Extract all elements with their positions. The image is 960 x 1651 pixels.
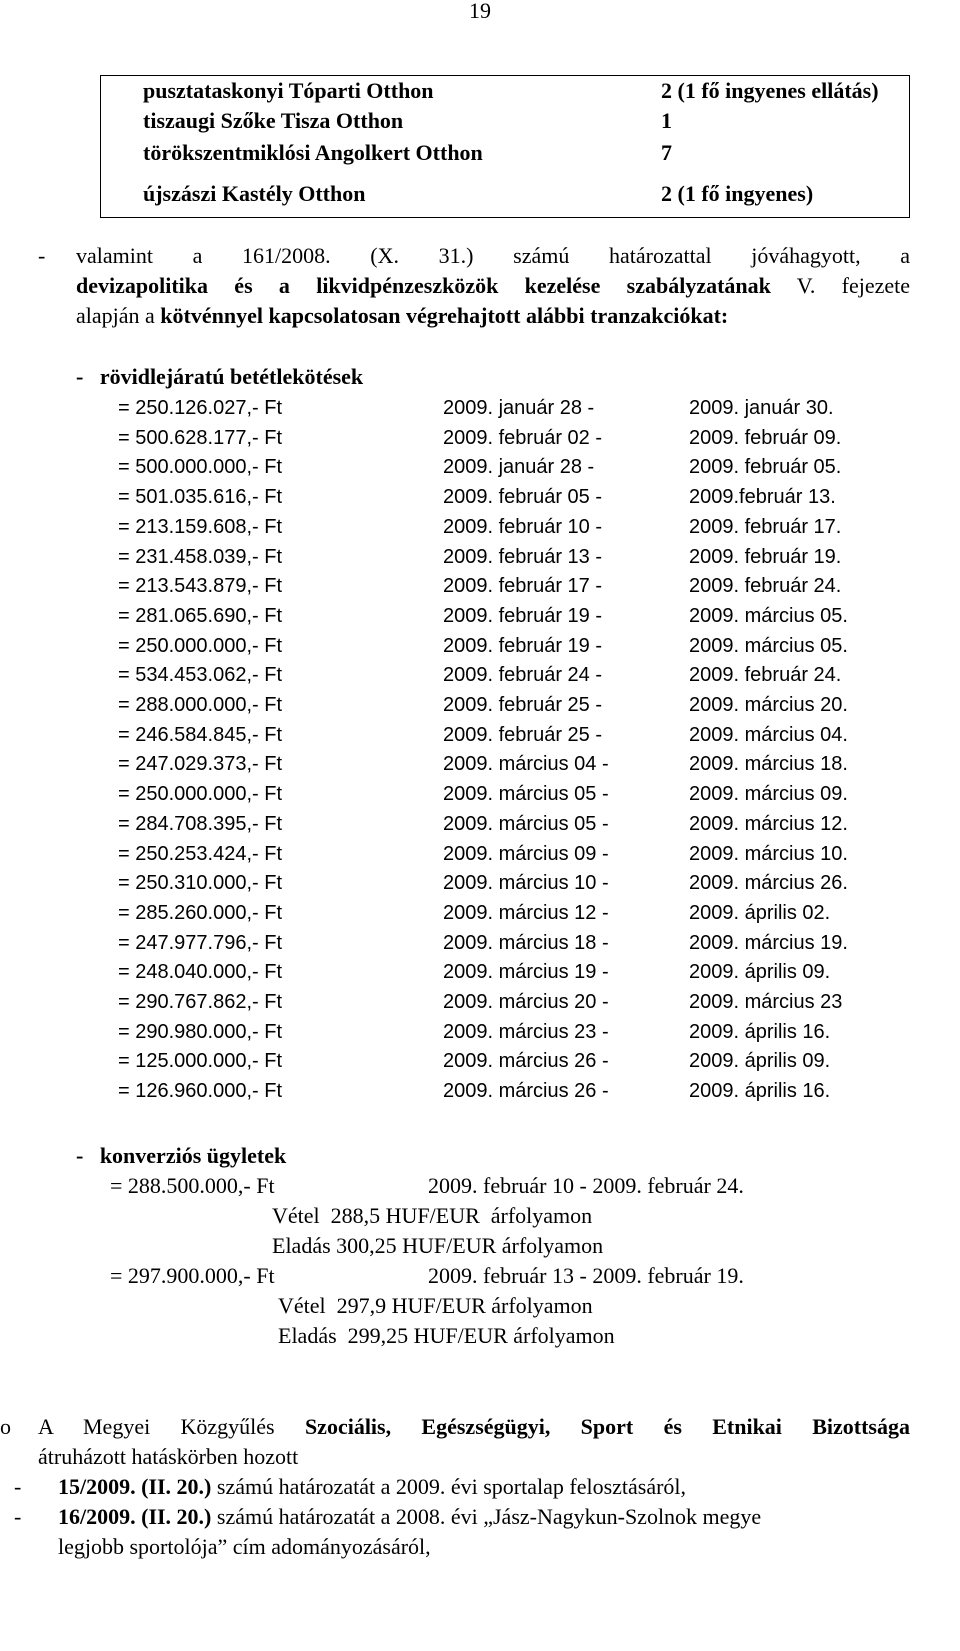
home-name: pusztataskonyi Tóparti Otthon [143,78,434,103]
conversion-amount: = 297.900.000,- Ft [110,1263,275,1288]
deposit-amount: = 281.065.690,- Ft [118,604,283,627]
conversion-buy-rate: Vétel 297,9 HUF/EUR árfolyamon [278,1293,593,1318]
home-count: 2 (1 fő ingyenes ellátás) [661,78,879,103]
deposit-start-date: 2009. március 19 - [443,961,609,984]
deposit-end-date: 2009. március 09. [689,783,848,806]
conversion-sell-rate: Eladás 300,25 HUF/EUR árfolyamon [272,1233,604,1258]
deposit-end-date: 2009. március 20. [689,694,848,716]
decision-text: számú határozatát a 2008. évi „Jász-Nagykun-Szolnok megye [211,1504,762,1529]
deposit-start-date: 2009. március 05 - [443,783,609,806]
deposit-row [0,928,960,958]
deposit-end-date: 2009. március 23 [689,991,843,1013]
committee-line-2: átruházott hatáskörben hozott [38,1444,299,1469]
deposit-row [0,631,960,661]
deposit-row [0,690,960,720]
deposit-amount: = 250.310.000,- Ft [118,872,283,895]
home-count: 7 [661,140,672,165]
deposit-row [0,542,960,572]
deposit-start-date: 2009. február 05 - [443,486,602,509]
deposit-row [0,482,960,512]
deposit-amount: = 290.980.000,- Ft [118,1020,283,1043]
deposit-row [0,512,960,542]
deposit-end-date: 2009. február 24. [689,575,842,598]
page-number: 19 [469,0,491,23]
decision-text: számú határozatát a 2009. évi sportalap felosztásáról, [211,1474,687,1499]
deposit-start-date: 2009. február 17 - [443,575,602,598]
deposit-row [0,779,960,809]
deposit-start-date: 2009. február 25 - [443,723,602,746]
deposit-start-date: 2009. március 18 - [443,931,609,954]
deposit-end-date: 2009. március 04. [689,723,848,746]
deposits-heading: - rövidlejáratú betétlekötések [76,364,364,389]
decision-number: 15/2009. (II. 20.) [58,1474,212,1499]
deposit-start-date: 2009. február 10 - [443,515,602,538]
committee-intro: A Megyei Közgyűlés [38,1414,305,1439]
deposit-amount: = 126.960.000,- Ft [118,1080,283,1103]
deposit-start-date: 2009. január 28 - [443,456,595,479]
deposit-row [0,987,960,1017]
homes-table [100,75,910,218]
home-name: törökszentmiklósi Angolkert Otthon [143,140,483,165]
deposit-start-date: 2009. január 28 - [443,397,595,419]
table-row [101,138,909,168]
deposit-amount: = 250.000.000,- Ft [118,783,283,806]
conversion-amount: = 288.500.000,- Ft [110,1173,275,1198]
deposit-row [0,868,960,898]
deposit-start-date: 2009. február 02 - [443,426,602,449]
deposit-row [0,1046,960,1076]
deposit-row [0,660,960,690]
deposit-start-date: 2009. március 10 - [443,872,609,895]
deposit-end-date: 2009. február 09. [689,426,842,449]
deposit-amount: = 500.628.177,- Ft [118,426,283,449]
deposit-start-date: 2009. március 26 - [443,1080,609,1103]
conversion-period: 2009. február 10 - 2009. február 24. [428,1173,744,1198]
deposit-amount: = 231.458.039,- Ft [118,545,283,568]
conversion-period: 2009. február 13 - 2009. február 19. [428,1263,744,1288]
decision-dash: - [14,1474,22,1499]
deposit-end-date: 2009. április 16. [689,1020,831,1043]
deposit-amount: = 250.253.424,- Ft [118,842,283,865]
intro-text: alapján a [76,303,161,328]
deposit-start-date: 2009. március 20 - [443,991,609,1013]
table-row [101,76,909,106]
intro-line-3 [76,301,728,331]
intro-dash: - [38,243,46,268]
deposit-amount: = 534.453.062,- Ft [118,664,283,687]
committee-bullet: o [0,1414,11,1439]
committee-line-1 [38,1412,910,1442]
deposit-amount: = 125.000.000,- Ft [118,1050,283,1073]
deposit-amount: = 246.584.845,- Ft [118,723,283,746]
deposit-start-date: 2009. február 25 - [443,694,602,716]
deposit-row [0,393,960,423]
deposit-amount: = 284.708.395,- Ft [118,812,283,835]
regulation-chapter: V. fejezete [770,273,910,298]
deposit-row [0,898,960,928]
deposit-end-date: 2009. április 09. [689,1050,831,1073]
deposit-row [0,571,960,601]
deposit-row [0,720,960,750]
deposit-amount: = 290.767.862,- Ft [118,991,283,1013]
deposit-end-date: 2009. március 26. [689,872,848,895]
deposit-start-date: 2009. március 05 - [443,812,609,835]
decision-number: 16/2009. (II. 20.) [58,1504,212,1529]
deposit-start-date: 2009. március 26 - [443,1050,609,1073]
intro-line-1: valamint a 161/2008. (X. 31.) számú határozattal jóváhagyott, a [76,243,910,268]
deposit-row [0,957,960,987]
deposit-row [0,749,960,779]
intro-line-2 [76,271,910,301]
deposit-end-date: 2009. április 02. [689,901,831,924]
deposit-amount: = 500.000.000,- Ft [118,456,283,479]
deposit-amount: = 285.260.000,- Ft [118,901,283,924]
deposit-end-date: 2009. február 19. [689,545,842,568]
deposit-row [0,1076,960,1106]
deposit-amount: = 247.029.373,- Ft [118,753,283,776]
conversion-sell-rate: Eladás 299,25 HUF/EUR árfolyamon [278,1323,615,1348]
deposit-end-date: 2009. április 09. [689,961,831,984]
deposit-start-date: 2009. február 19 - [443,634,602,657]
deposit-start-date: 2009. március 12 - [443,901,609,924]
deposit-end-date: 2009. február 17. [689,515,842,538]
deposit-start-date: 2009. február 19 - [443,604,602,627]
home-name: tiszaugi Szőke Tisza Otthon [143,108,404,133]
deposit-end-date: 2009. március 05. [689,604,848,627]
deposit-amount: = 501.035.616,- Ft [118,486,283,509]
deposit-end-date: 2009.február 13. [689,486,836,509]
deposit-amount: = 247.977.796,- Ft [118,931,283,954]
deposit-end-date: 2009. március 18. [689,753,848,776]
decision-item [58,1502,761,1532]
deposit-start-date: 2009. március 04 - [443,753,609,776]
committee-name: Szociális, Egészségügyi, Sport és Etnikai Bizottsága [304,1414,910,1439]
deposit-amount: = 250.000.000,- Ft [118,634,283,657]
deposit-start-date: 2009. március 23 - [443,1020,609,1043]
table-row [101,106,909,136]
deposit-row [0,1017,960,1047]
deposit-row [0,452,960,482]
deposit-end-date: 2009. február 24. [689,664,842,687]
home-name: újszászi Kastély Otthon [143,181,366,206]
conversion-buy-rate: Vétel 288,5 HUF/EUR árfolyamon [272,1203,593,1228]
bond-transactions: kötvénnyel kapcsolatosan végrehajtott alábbi tranzakciókat: [160,303,729,328]
deposit-amount: = 250.126.027,- Ft [118,397,283,419]
deposit-end-date: 2009. március 12. [689,812,848,835]
deposit-row [0,601,960,631]
deposit-end-date: 2009. április 16. [689,1080,831,1103]
deposit-end-date: 2009. március 19. [689,931,848,954]
deposit-end-date: 2009. január 30. [689,397,834,419]
decision-continuation: legjobb sportolója” cím adományozásáról, [58,1534,431,1559]
deposit-end-date: 2009. február 05. [689,456,842,479]
deposit-end-date: 2009. március 05. [689,634,848,657]
deposit-row [0,839,960,869]
deposit-row [0,423,960,453]
decision-item [58,1472,686,1502]
home-count: 1 [661,108,672,133]
deposit-start-date: 2009. március 09 - [443,842,609,865]
decision-dash: - [14,1504,22,1529]
home-count: 2 (1 fő ingyenes) [661,181,814,206]
deposit-row [0,809,960,839]
deposit-start-date: 2009. február 24 - [443,664,602,687]
deposit-end-date: 2009. március 10. [689,842,848,865]
conversions-heading: - konverziós ügyletek [76,1143,287,1168]
deposit-amount: = 248.040.000,- Ft [118,961,283,984]
regulation-name: devizapolitika és a likvidpénzeszközök kezelése szabályzatának [76,273,771,298]
deposit-amount: = 213.159.608,- Ft [118,515,283,538]
deposit-start-date: 2009. február 13 - [443,545,602,568]
deposit-amount: = 288.000.000,- Ft [118,694,283,716]
table-row [101,179,909,209]
deposit-amount: = 213.543.879,- Ft [118,575,283,598]
